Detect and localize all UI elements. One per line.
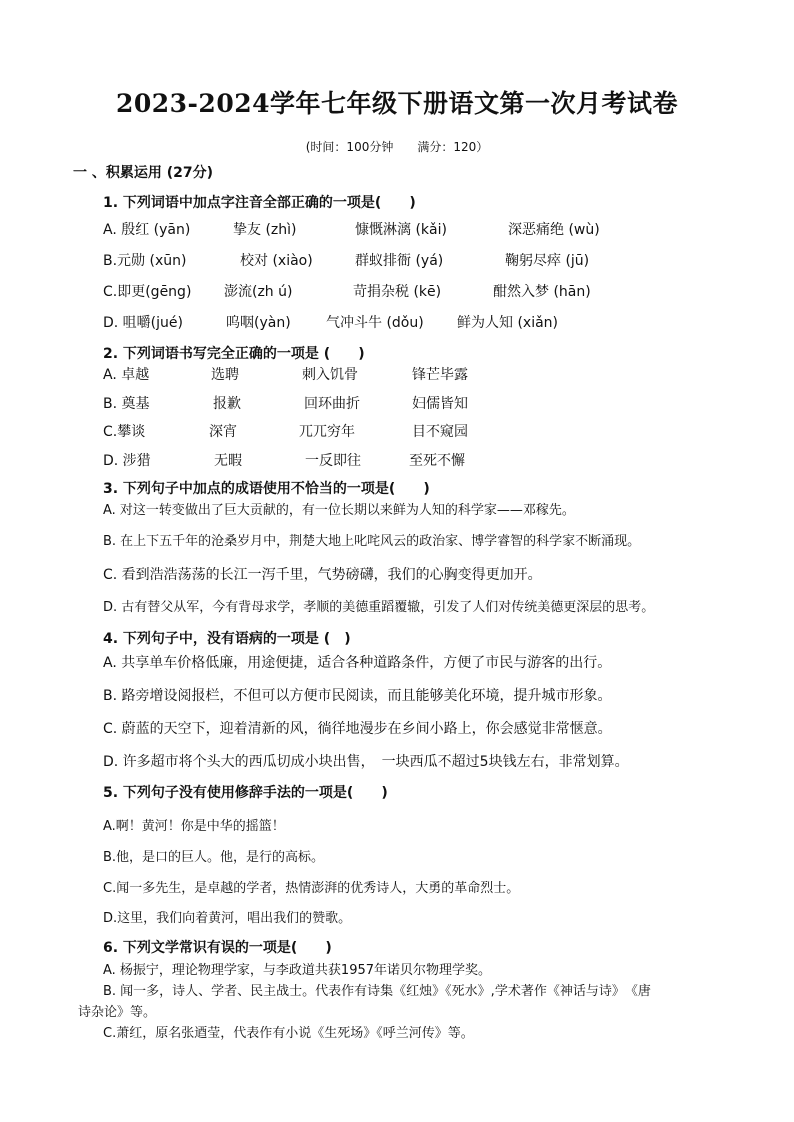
option-item: 至死不懈: [409, 453, 465, 469]
option-item: 深恶痛绝 (wù): [508, 222, 600, 238]
option-item: 选聘: [211, 367, 239, 383]
option-item: 兀兀穷年: [299, 424, 355, 440]
option-item: B. 奠基: [103, 396, 150, 412]
question-6-option-c: C.萧红，原名张逎莹，代表作有小说《生死场》《呼兰河传》等。: [103, 1026, 474, 1041]
option-item: 一反即往: [305, 453, 361, 469]
option-item: C.攀谈: [103, 424, 146, 440]
question-6-option-a: A. 杨振宁，理论物理学家，与李政道共获1957年诺贝尔物理学奖。: [103, 963, 492, 978]
option-item: 群蚁排衙 (yá): [355, 253, 444, 269]
question-5-option-c: C.闻一多先生，是卓越的学者，热情澎湃的优秀诗人，大勇的革命烈士。: [103, 881, 520, 896]
exam-subtitle: (时间：100分钟 满分：120）: [305, 140, 489, 154]
question-4-stem: 4. 下列句子中，没有语病的一项是 ( ): [103, 631, 351, 647]
option-item: 目不窥园: [412, 424, 468, 440]
option-item: 鲜为人知 (xiǎn): [457, 315, 559, 331]
question-4-option-b: B. 路旁增设阅报栏，不但可以方便市民阅读，而且能够美化环境，提升城市形象。: [103, 688, 612, 704]
question-5-option-d: D.这里，我们向着黄河，唱出我们的赞歌。: [103, 911, 352, 926]
option-item: D. 咀嚼(jué): [103, 315, 183, 331]
question-3-stem: 3. 下列句子中加点的成语使用不恰当的一项是( ): [103, 481, 430, 497]
question-6-option-b: B. 闻一多，诗人、学者、民主战士。代表作有诗集《红烛》《死水》,学术著作《神话与诗》 《唐: [103, 984, 651, 999]
option-item: 妇儒皆知: [412, 396, 468, 412]
option-item: 酣然入梦 (hān): [493, 284, 591, 300]
option-item: 鞠躬尽瘁 (jū): [505, 253, 590, 269]
option-item: A. 卓越: [103, 367, 150, 383]
option-item: D. 涉猎: [103, 453, 151, 469]
option-item: A. 殷红 (yān): [103, 222, 191, 238]
question-4-option-a: A. 共享单车价格低廉，用途便捷，适合各种道路条件，方便了市民与游客的出行。: [103, 655, 612, 671]
option-item: 呜咽(yàn): [226, 315, 291, 331]
option-item: 澎流(zh ú): [224, 284, 293, 300]
option-item: 气冲斗牛 (dǒu): [326, 315, 424, 331]
question-5-option-a: A.啊！黄河！你是中华的摇篮！: [103, 819, 285, 834]
question-6-option-b-continued: 诗杂论》等。: [78, 1005, 157, 1020]
question-4-option-c: C. 蔚蓝的天空下，迎着清新的风，徜徉地漫步在乡间小路上，你会感觉非常惬意。: [103, 721, 612, 737]
option-item: 挚友 (zhì): [233, 222, 297, 238]
question-3-option-b: B. 在上下五千年的沧桑岁月中，荆楚大地上叱咤风云的政治家、博学睿智的科学家不断涌现。: [103, 534, 641, 549]
option-item: C.即更(gēng): [103, 284, 192, 300]
question-1-stem: 1. 下列词语中加点字注音全部正确的一项是( ): [103, 195, 416, 211]
question-3-option-a: A. 对这一转变做出了巨大贡献的，有一位长期以来鲜为人知的科学家——邓稼先。: [103, 503, 575, 518]
question-5-option-b: B.他，是口的巨人。他，是行的高标。: [103, 850, 325, 865]
option-item: 回环曲折: [304, 396, 360, 412]
option-item: 苛捐杂税 (kē): [353, 284, 442, 300]
option-item: B.元勋 (xūn): [103, 253, 187, 269]
question-4-option-d: D. 许多超市将个头大的西瓜切成小块出售， 一块西瓜不超过5块钱左右，非常划算。: [103, 754, 629, 770]
exam-title: 2023-2024学年七年级下册语文第一次月考试卷: [115, 89, 679, 118]
option-item: 慷慨淋漓 (kǎi): [355, 222, 447, 238]
section-heading: 一 、积累运用 (27分): [73, 165, 214, 181]
question-3-option-c: C. 看到浩浩荡荡的长江一泻千里，气势磅礴，我们的心胸变得更加开。: [103, 567, 542, 583]
option-item: 报歉: [213, 396, 241, 412]
question-2-stem: 2. 下列词语书写完全正确的一项是 ( ): [103, 346, 365, 362]
question-6-stem: 6. 下列文学常识有误的一项是( ): [103, 940, 332, 956]
option-item: 锋芒毕露: [412, 367, 468, 383]
option-item: 刺入饥骨: [302, 367, 358, 383]
question-5-stem: 5. 下列句子没有使用修辞手法的一项是( ): [103, 785, 388, 801]
option-item: 校对 (xiào): [240, 253, 313, 269]
option-item: 无暇: [214, 453, 242, 469]
question-3-option-d: D. 古有替父从军，今有背母求学，孝顺的美德重蹈覆辙，引发了人们对传统美德更深层的思考。: [103, 600, 655, 615]
option-item: 深宵: [209, 424, 237, 440]
